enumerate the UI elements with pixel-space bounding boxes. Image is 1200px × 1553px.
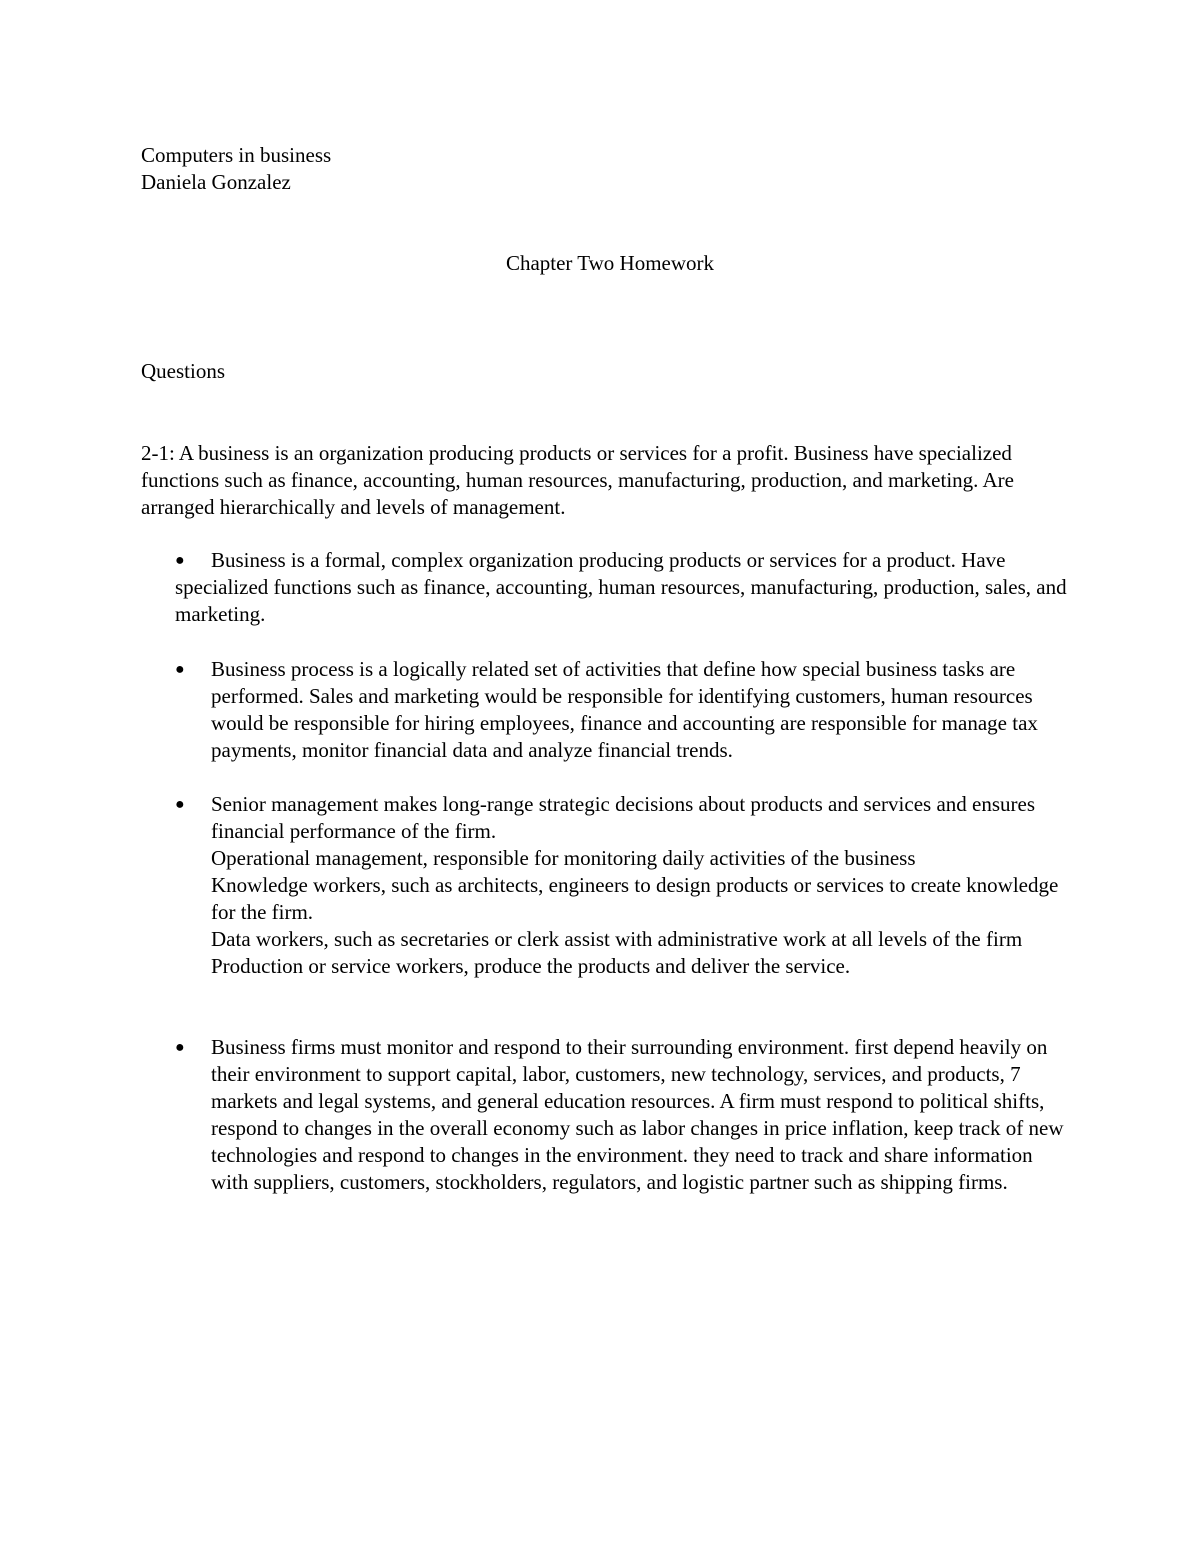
bullet-icon: ●: [175, 661, 185, 678]
list-item-text: Business firms must monitor and respond to their surrounding environment. first depend heavily on their environment to support capital, labor, customers, new technology, services, and products, 7 markets and legal systems, and general education resources. A firm must respond to political shifts, respond to changes in the overall economy such as labor changes in price inflation, keep track of new technologies and respond to changes in the environment. they need to track and share information with suppliers, customers, stockholders, regulators, and logistic partner such as shipping firms.: [211, 1035, 1064, 1194]
author-name: Daniela Gonzalez: [141, 170, 291, 194]
bullet-icon: ●: [175, 796, 185, 813]
list-item-text: Business is a formal, complex organization producing products or services for a product. Have specialized functions such as finance, accounting, human resources, manufacturing, production, sales, and marketing.: [175, 548, 1067, 626]
course-name: Computers in business: [141, 143, 332, 167]
management-level-senior: Senior management makes long-range strategic decisions about products and services and ensures financial performance of the firm.: [211, 792, 1035, 843]
management-level-production: Production or service workers, produce the products and deliver the service.: [211, 954, 851, 978]
list-item: [175, 547, 1075, 628]
document-title: Chapter Two Homework: [505, 251, 715, 275]
management-level-knowledge: Knowledge workers, such as architects, engineers to design products or services to create knowledge for the firm.: [211, 873, 1059, 924]
list-item-text: [211, 791, 1075, 980]
section-heading: Questions: [141, 359, 225, 383]
management-level-data: Data workers, such as secretaries or clerk assist with administrative work at all levels of the firm: [211, 927, 1023, 951]
list-item-text: Business process is a logically related set of activities that define how special business tasks are performed. Sales and marketing would be responsible for identifying customers, human resources would be responsible for hiring employees, finance and accounting are responsible for manage tax payments, monitor financial data and analyze financial trends.: [211, 657, 1038, 762]
list-item: [175, 791, 1075, 980]
bullet-icon: ●: [175, 1039, 185, 1056]
management-level-operational: Operational management, responsible for monitoring daily activities of the business: [211, 846, 916, 870]
list-item: [175, 656, 1075, 764]
bullet-icon: ●: [175, 552, 185, 569]
list-item: [175, 1034, 1075, 1196]
intro-paragraph: 2-1: A business is an organization producing products or services for a profit. Business have specialized functions such as finance, accounting, human resources, manufacturing, production, and marketing. Are arranged hierarchically and levels of management.: [141, 441, 1014, 519]
